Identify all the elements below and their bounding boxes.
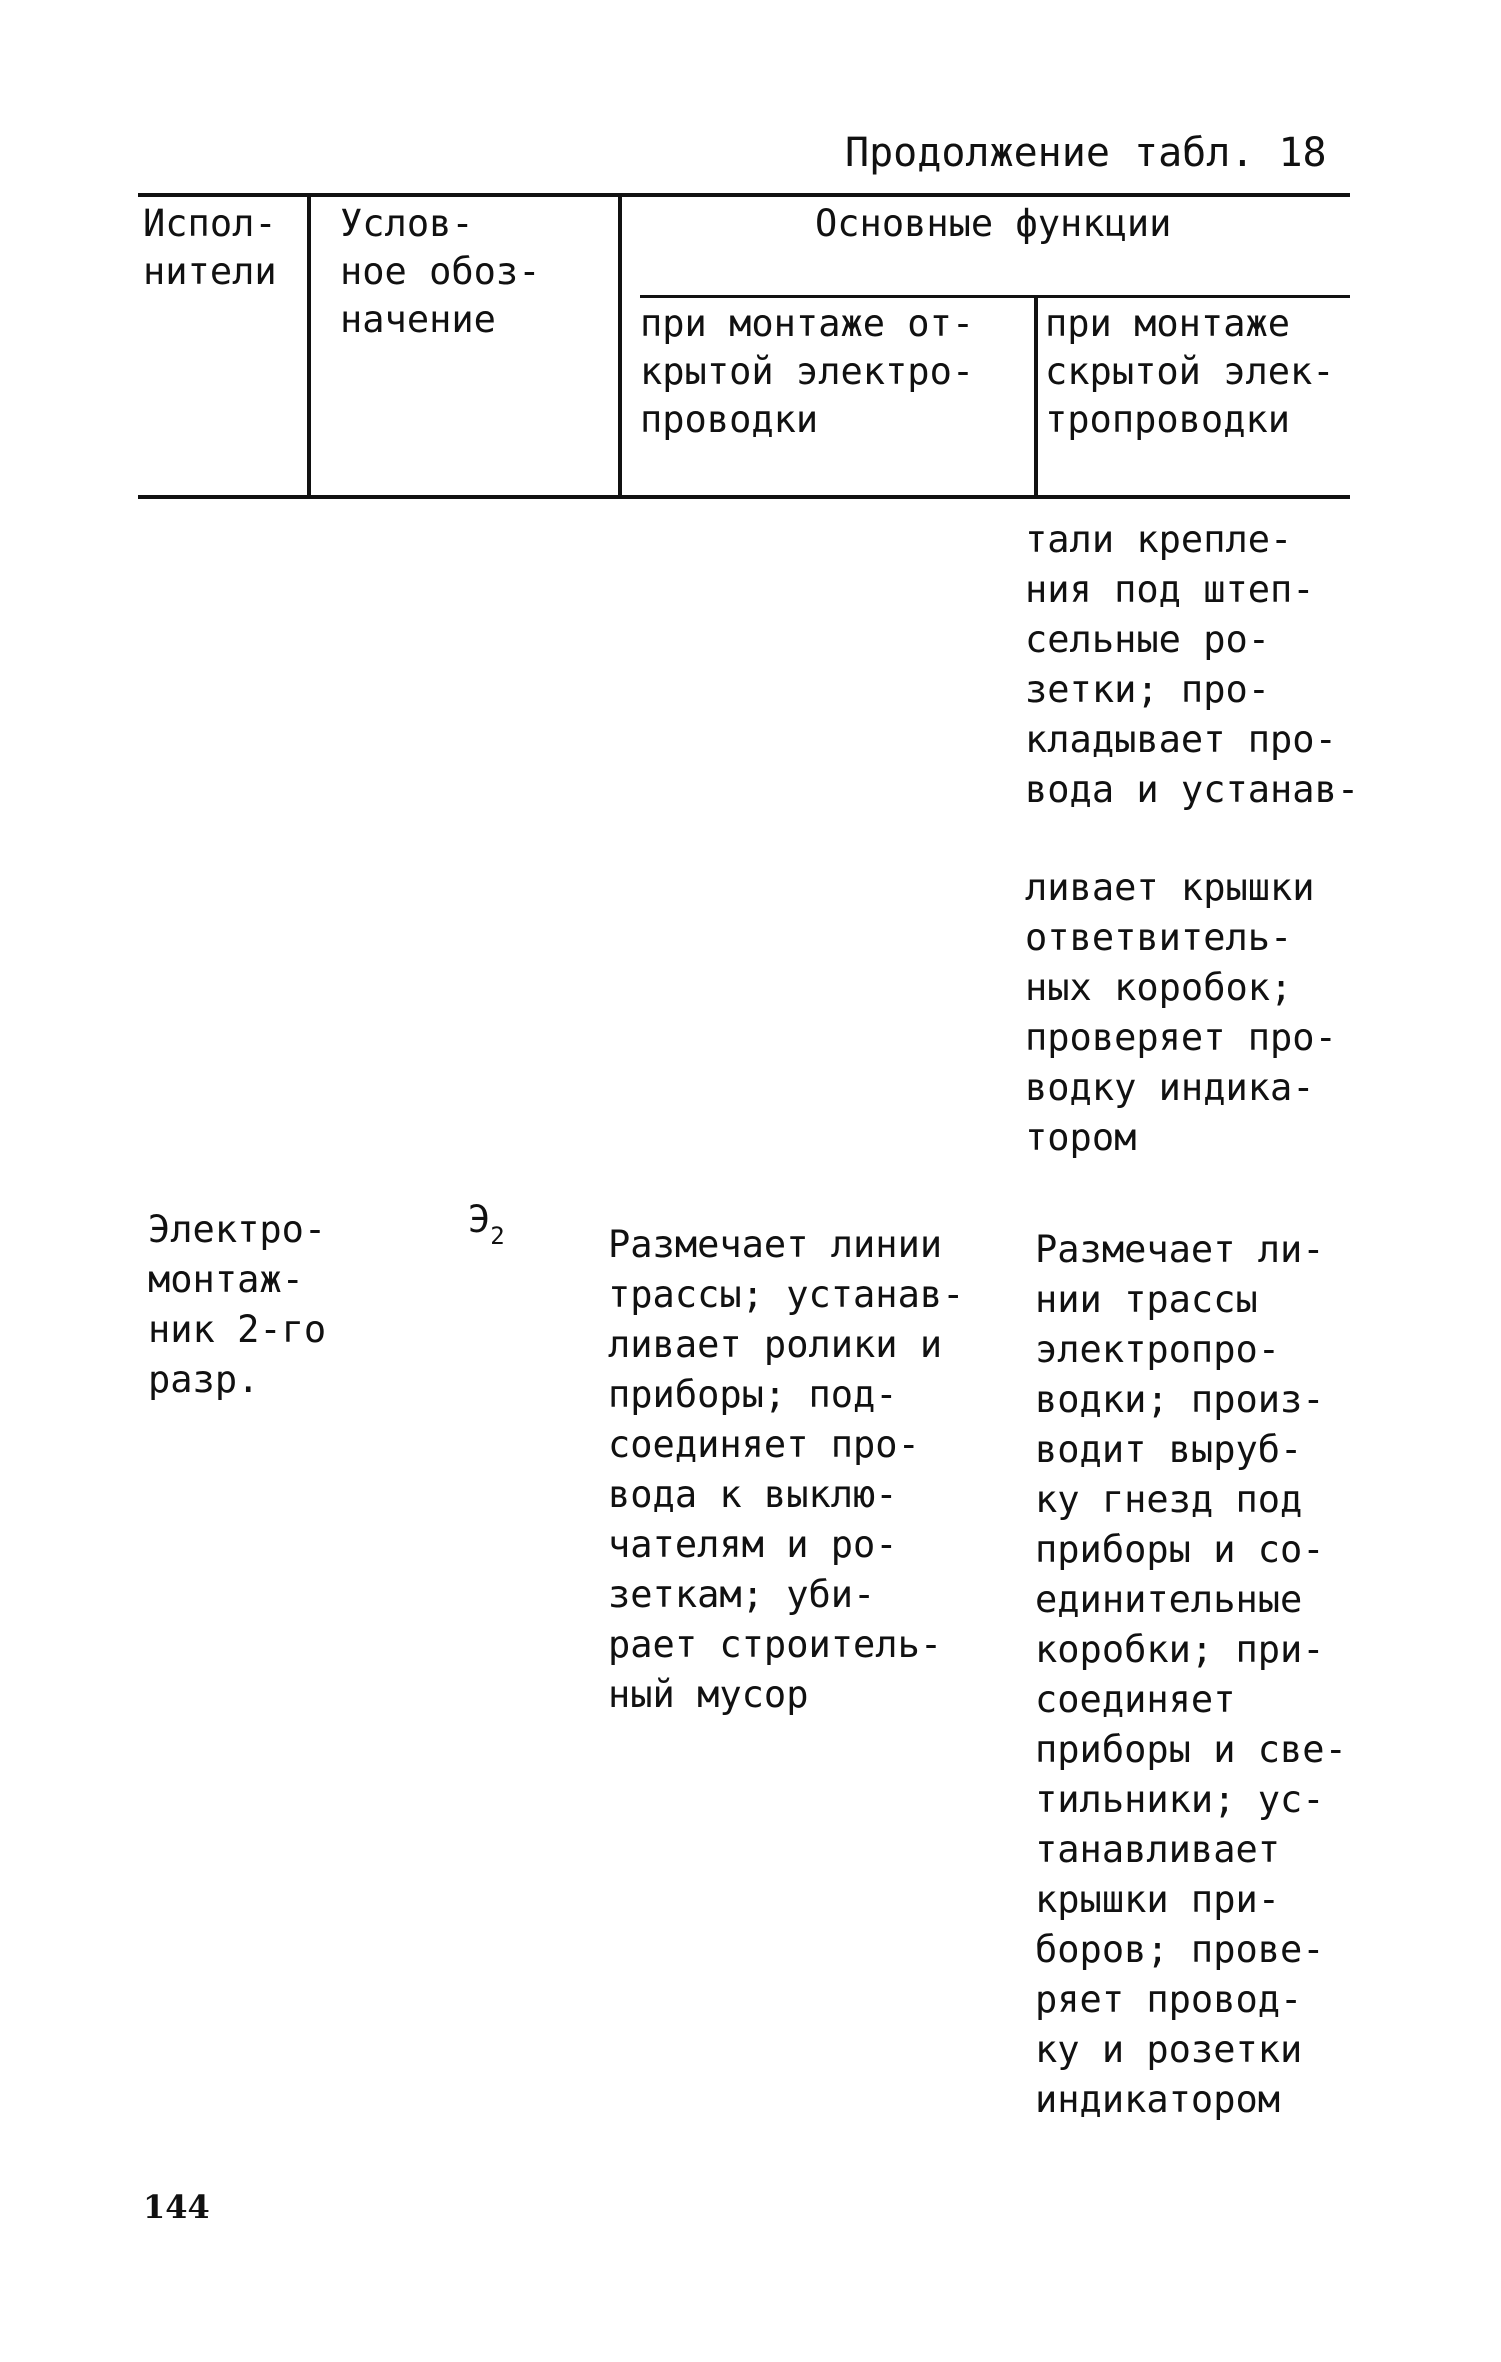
row-symbol-subscript: 2 [490, 1222, 505, 1250]
header-performers: Испол- нители [143, 202, 277, 293]
group-rule [640, 295, 1350, 298]
row-symbol [468, 1195, 505, 1249]
header-divider-2 [618, 195, 622, 497]
row-hidden-wiring: Размечает ли- нии трассы электропро- водки; произ- водит выруб- ку гнезд под приборы и со- единительные коробки; при- соединяет приборы и све- тильники; ус- танавливает крышки при- боров; прове- ряет провод- ку и розетки индикатором [1035, 1228, 1347, 2121]
continuation-part-2: ливает крышки ответвитель- ных коробок; проверяет про- водку индика- тором [1025, 866, 1337, 1159]
header-divider-3 [1034, 296, 1038, 497]
row-open-wiring: Размечает линии трассы; устанав- ливает ролики и приборы; под- соединяет про- вода к выклю- чателям и ро- зеткам; уби- рает строитель- ный мусор [608, 1223, 965, 1716]
header-open-wiring: при монтаже от- крытой электро- проводки [640, 302, 975, 441]
header-divider-1 [307, 195, 311, 497]
table-caption: Продолжение табл. 18 [845, 130, 1327, 176]
header-symbol: Услов- ное обоз- начение [340, 202, 541, 341]
row-symbol-letter: Э [468, 1198, 491, 1241]
header-top-rule [138, 193, 1350, 197]
continuation-part-1: тали крепле- ния под штеп- сельные ро- зетки; про- кладывает про- вода и устанав- [1025, 518, 1360, 811]
row-performer: Электро- монтаж- ник 2-го разр. [148, 1208, 327, 1401]
header-bottom-rule [138, 495, 1350, 499]
page-number: 144 [143, 2188, 210, 2226]
header-hidden-wiring: при монтаже скрытой элек- тропроводки [1045, 302, 1335, 441]
header-main-functions: Основные функции [815, 202, 1172, 245]
